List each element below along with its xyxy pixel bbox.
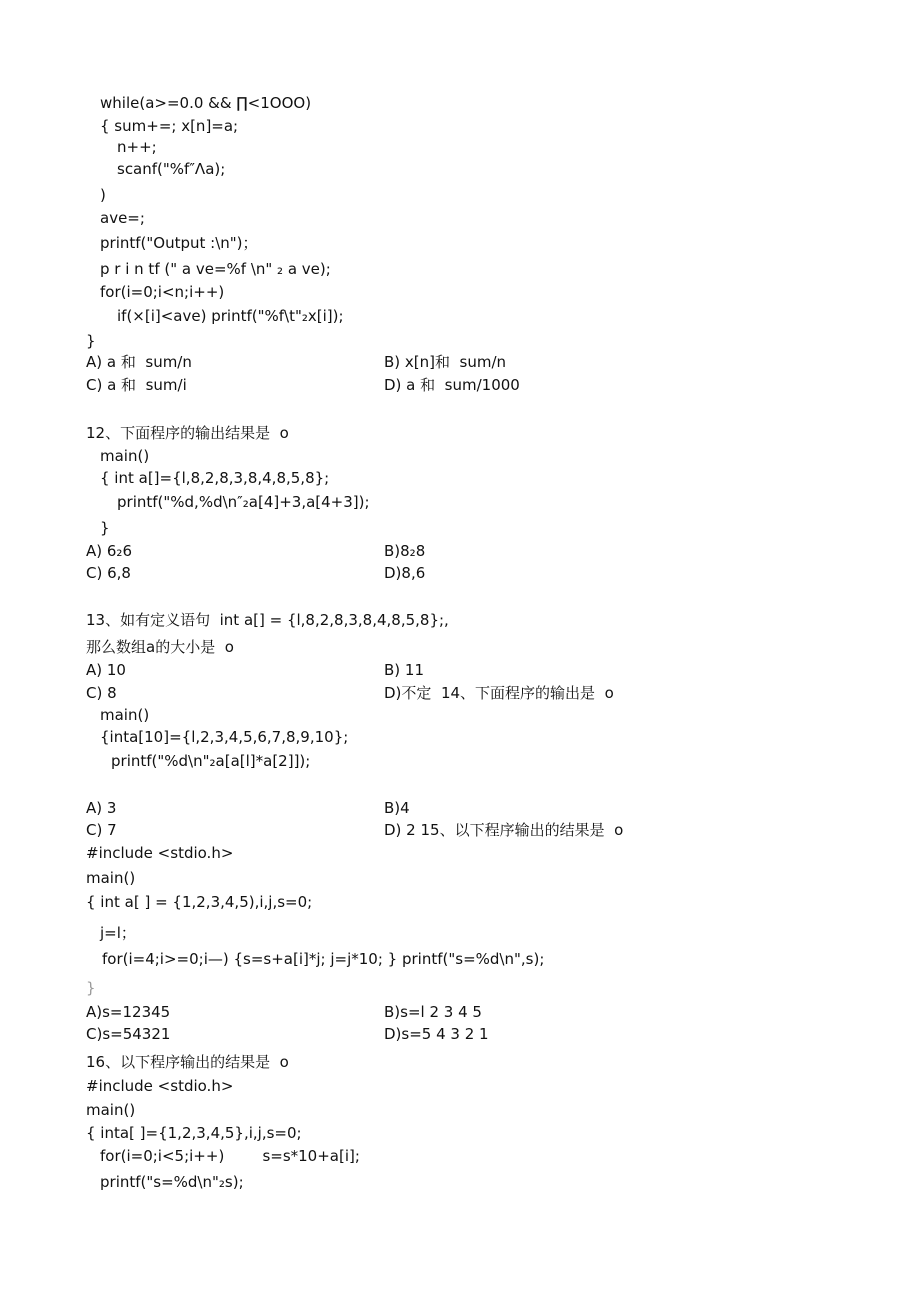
q15-option-d: D)s=5 4 3 2 1 bbox=[384, 1025, 489, 1043]
q14-option-b: B)4 bbox=[384, 799, 410, 817]
q11-option-d: D) a 和 sum/1000 bbox=[384, 376, 520, 394]
q15-option-a: A)s=12345 bbox=[86, 1003, 171, 1021]
q16-code-line-5: printf("s=%d\n"₂s); bbox=[100, 1173, 244, 1191]
q12-code-line-2: { int a[]={l,8,2,8,3,8,4,8,5,8}; bbox=[100, 469, 330, 487]
q14-code-line-1: main() bbox=[100, 706, 150, 724]
q11-code-line-4: scanf("%f″Λa); bbox=[117, 160, 226, 178]
q13-question-line-2: 那么数组a的大小是 o bbox=[86, 638, 234, 656]
q14-code-line-2: {inta[10]={l,2,3,4,5,6,7,8,9,10}; bbox=[100, 728, 349, 746]
q11-code-line-3: n++; bbox=[117, 138, 157, 156]
q15-code-line-2: main() bbox=[86, 869, 136, 887]
q12-code-line-4: } bbox=[100, 519, 110, 537]
q15-code-line-6: } bbox=[86, 979, 96, 997]
q13-option-d: D)不定 14、下面程序的输出是 o bbox=[384, 684, 614, 702]
q11-code-line-1: while(a>=0.0 && ∏<1OOO) bbox=[100, 94, 312, 112]
q11-code-line-9: for(i=0;i<n;i++) bbox=[100, 283, 225, 301]
q14-option-c: C) 7 bbox=[86, 821, 117, 839]
q11-code-line-11: } bbox=[86, 332, 96, 350]
q15-code-line-4: j=l； bbox=[100, 924, 136, 942]
q14-code-line-3: printf("%d\n"₂a[a[l]*a[2]]); bbox=[111, 752, 311, 770]
q11-code-line-2: { sum+=; x[n]=a; bbox=[100, 117, 239, 135]
q16-code-line-3: { inta[ ]={1,2,3,4,5},i,j,s=0; bbox=[86, 1124, 302, 1142]
q16-code-line-2: main() bbox=[86, 1101, 136, 1119]
q14-option-d: D) 2 15、以下程序输出的结果是 o bbox=[384, 821, 624, 839]
q12-option-b: B)8₂8 bbox=[384, 542, 426, 560]
q13-question-line-1: 13、如有定义语句 int a[] = {l,8,2,8,3,8,4,8,5,8};, bbox=[86, 611, 449, 629]
q11-code-line-10: if(×[i]<ave) printf("%f\t"₂x[i]); bbox=[117, 307, 344, 325]
q12-option-a: A) 6₂6 bbox=[86, 542, 132, 560]
q16-code-line-1: #include <stdio.h> bbox=[86, 1077, 234, 1095]
q12-option-d: D)8,6 bbox=[384, 564, 426, 582]
q15-option-b: B)s=l 2 3 4 5 bbox=[384, 1003, 482, 1021]
q12-option-c: C) 6,8 bbox=[86, 564, 131, 582]
q13-option-b: B) 11 bbox=[384, 661, 424, 679]
q15-option-c: C)s=54321 bbox=[86, 1025, 171, 1043]
q15-code-line-5: for(i=4;i>=0;i—) {s=s+a[i]*j; j=j*10; } printf("s=%d\n",s); bbox=[102, 950, 545, 968]
q13-option-c: C) 8 bbox=[86, 684, 117, 702]
q12-code-line-3: printf("%d,%d\n″₂a[4]+3,a[4+3]); bbox=[117, 493, 370, 511]
q16-question: 16、以下程序输出的结果是 o bbox=[86, 1053, 289, 1071]
q12-code-line-1: main() bbox=[100, 447, 150, 465]
q11-option-b: B) x[n]和 sum/n bbox=[384, 353, 507, 371]
q15-code-line-3: { int a[ ] = {1,2,3,4,5),i,j,s=0; bbox=[86, 893, 313, 911]
q11-code-line-8: p r i n tf (" a ve=%f \n" ₂ a ve); bbox=[100, 260, 331, 278]
q11-option-a: A) a 和 sum/n bbox=[86, 353, 192, 371]
q13-option-a: A) 10 bbox=[86, 661, 126, 679]
q12-question: 12、下面程序的输出结果是 o bbox=[86, 424, 289, 442]
q14-option-a: A) 3 bbox=[86, 799, 117, 817]
q11-code-line-7: printf("Output :\n")； bbox=[100, 234, 258, 252]
q15-code-line-1: #include <stdio.h> bbox=[86, 844, 234, 862]
q11-code-line-6: ave=; bbox=[100, 209, 145, 227]
q11-code-line-5: ) bbox=[100, 186, 106, 204]
q11-option-c: C) a 和 sum/i bbox=[86, 376, 187, 394]
q16-code-line-4: for(i=0;i<5;i++) s=s*10+a[i]; bbox=[100, 1147, 360, 1165]
